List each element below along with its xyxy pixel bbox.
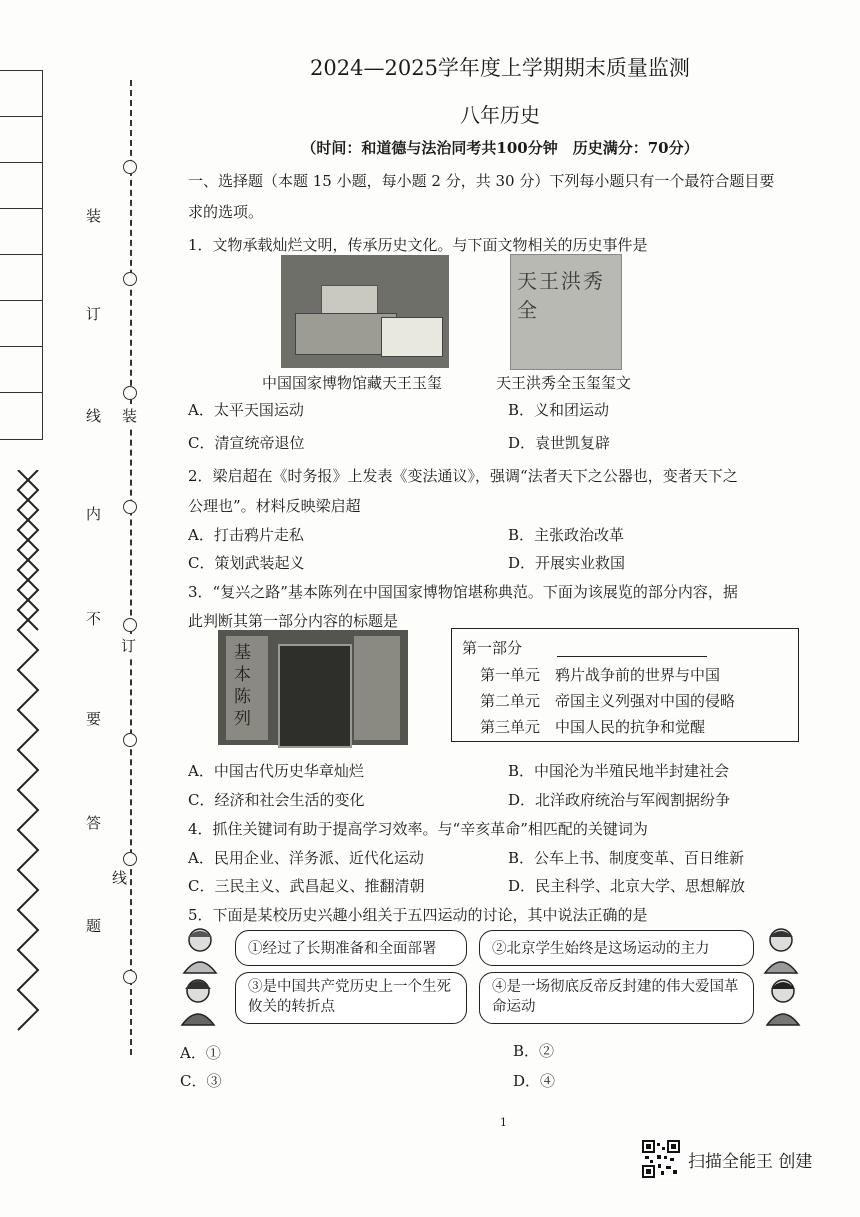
margin-char: 线: [86, 407, 102, 425]
margin-char: 题: [86, 917, 102, 935]
q3-stem: 3．“复兴之路”基本陈列在中国国家博物馆堪称典范。下面为该展览的部分内容，据: [188, 583, 738, 601]
q3-option-b[interactable]: B．中国沦为半殖民地半封建社会: [508, 762, 730, 780]
speech-bubble-2: [479, 930, 754, 966]
q2-option-b[interactable]: B．主张政治改革: [508, 526, 625, 544]
q5-stem: 5．下面是某校历史兴趣小组关于五四运动的讨论，其中说法正确的是: [188, 906, 648, 924]
q4-option-d[interactable]: D．民主科学、北京大学、思想解放: [508, 877, 746, 895]
q5-option-b[interactable]: B．②: [513, 1042, 555, 1060]
page-number: 1: [500, 1116, 507, 1129]
margin-char: 订: [86, 305, 102, 323]
binding-hole: [123, 272, 137, 286]
q2-stem: 2．梁启超在《时务报》上发表《变法通议》，强调“法者天下之公器也，变者天下之: [188, 467, 738, 485]
bubble-text-1: ①经过了长期准备和全面部署: [248, 941, 437, 957]
q2-option-c[interactable]: C．策划武装起义: [188, 554, 305, 572]
q3-option-c[interactable]: C．经济和社会生活的变化: [188, 791, 365, 809]
q1-photo-jade-seal: [281, 255, 449, 368]
q3-stem-cont: 此判断其第一部分内容的标题是: [188, 612, 399, 630]
q5-option-c[interactable]: C．③: [180, 1072, 222, 1090]
q1-option-a[interactable]: A．太平天国运动: [188, 401, 304, 419]
q3-blank-line: [557, 656, 707, 657]
q2-option-a[interactable]: A．打击鸦片走私: [188, 526, 304, 544]
bubble-text-4: ④是一场彻底反帝反封建的伟大爱国革命运动: [492, 979, 739, 1015]
student-avatar-3: [176, 975, 222, 1027]
speech-bubble-4: [479, 972, 754, 1024]
q3-option-a[interactable]: A．中国古代历史华章灿烂: [188, 762, 364, 780]
binding-hole: [123, 500, 137, 514]
q3-option-d[interactable]: D．北洋政府统治与军阀割据纷争: [508, 791, 731, 809]
margin-char: 答: [86, 814, 102, 832]
q2-stem-cont: 公理也”。材料反映梁启超: [188, 497, 361, 515]
binding-hole: [123, 733, 137, 747]
binding-hole: [123, 618, 137, 632]
binding-hole: [123, 852, 137, 866]
margin-char: 内: [86, 505, 102, 523]
q4-option-a[interactable]: A．民用企业、洋务派、近代化运动: [188, 849, 424, 867]
q4-option-c[interactable]: C．三民主义、武昌起义、推翻清朝: [188, 877, 425, 895]
section-intro-cont: 求的选项。: [188, 203, 264, 221]
q5-option-d[interactable]: D．④: [513, 1072, 556, 1090]
binding-hole: [123, 160, 137, 174]
speech-bubble-3: [235, 972, 467, 1024]
student-avatar-1: [178, 925, 224, 975]
student-avatar-2: [757, 925, 803, 975]
bubble-text-2: ②北京学生始终是这场运动的主力: [492, 941, 710, 957]
binding-line: [130, 80, 132, 1055]
student-avatar-4: [759, 975, 805, 1027]
q3-unit-1: 第一单元 鸦片战争前的世界与中国: [480, 666, 721, 684]
q1-caption-right: 天王洪秀全玉玺玺文: [496, 374, 632, 392]
q1-photo-seal-text: [510, 254, 622, 370]
q4-stem: 4．抓住关键词有助于提高学习效率。与“辛亥革命”相匹配的关键词为: [188, 820, 648, 838]
qr-code-icon: [642, 1140, 680, 1178]
gutter-char: 订: [121, 634, 136, 657]
binding-hole: [123, 970, 137, 984]
q1-option-d[interactable]: D．袁世凯复辟: [508, 434, 611, 452]
exhibition-sign: 基本陈列: [234, 643, 251, 729]
q2-option-d[interactable]: D．开展实业救国: [508, 554, 626, 572]
binding-hole: [123, 386, 137, 400]
gutter-char: 装: [122, 404, 137, 427]
q3-box-title: 第一部分: [462, 639, 523, 657]
zigzag-border: [10, 470, 46, 1050]
bubble-text-3: ③是中国共产党历史上一个生死攸关的转折点: [248, 979, 451, 1015]
section-intro: 一、选择题（本题 15 小题，每小题 2 分，共 30 分）下列每小题只有一个最符合题目要: [188, 172, 775, 190]
margin-char: 不: [86, 610, 102, 628]
q5-option-a[interactable]: A．①: [180, 1044, 221, 1062]
q1-stem: 1．文物承载灿烂文明，传承历史文化。与下面文物相关的历史事件是: [188, 236, 648, 254]
time-note: （时间：和道德与法治同考共100分钟 历史满分：70分）: [301, 139, 699, 157]
scanner-watermark: 扫描全能王 创建: [688, 1152, 813, 1172]
q3-unit-2: 第二单元 帝国主义列强对中国的侵略: [480, 692, 736, 710]
q3-exhibit-box: [451, 628, 799, 742]
q3-photo-exhibition: [218, 630, 408, 745]
exam-subject: 八年历史: [460, 103, 540, 127]
q4-option-b[interactable]: B．公车上书、制度变革、百日维新: [508, 849, 745, 867]
exam-title: 2024—2025学年度上学期期末质量监测: [310, 56, 690, 80]
q1-option-b[interactable]: B．义和团运动: [508, 401, 610, 419]
binding-info-box: [0, 70, 43, 440]
speech-bubble-1: [235, 930, 467, 966]
q1-option-c[interactable]: C．清宣统帝退位: [188, 434, 305, 452]
margin-char: 要: [86, 710, 102, 728]
q3-unit-3: 第三单元 中国人民的抗争和觉醒: [480, 718, 706, 736]
seal-inscription: 天王洪秀全: [517, 269, 605, 322]
gutter-char: 线: [112, 866, 127, 889]
q1-caption-left: 中国国家博物馆藏天王玉玺: [262, 374, 443, 392]
margin-char: 装: [86, 207, 102, 225]
